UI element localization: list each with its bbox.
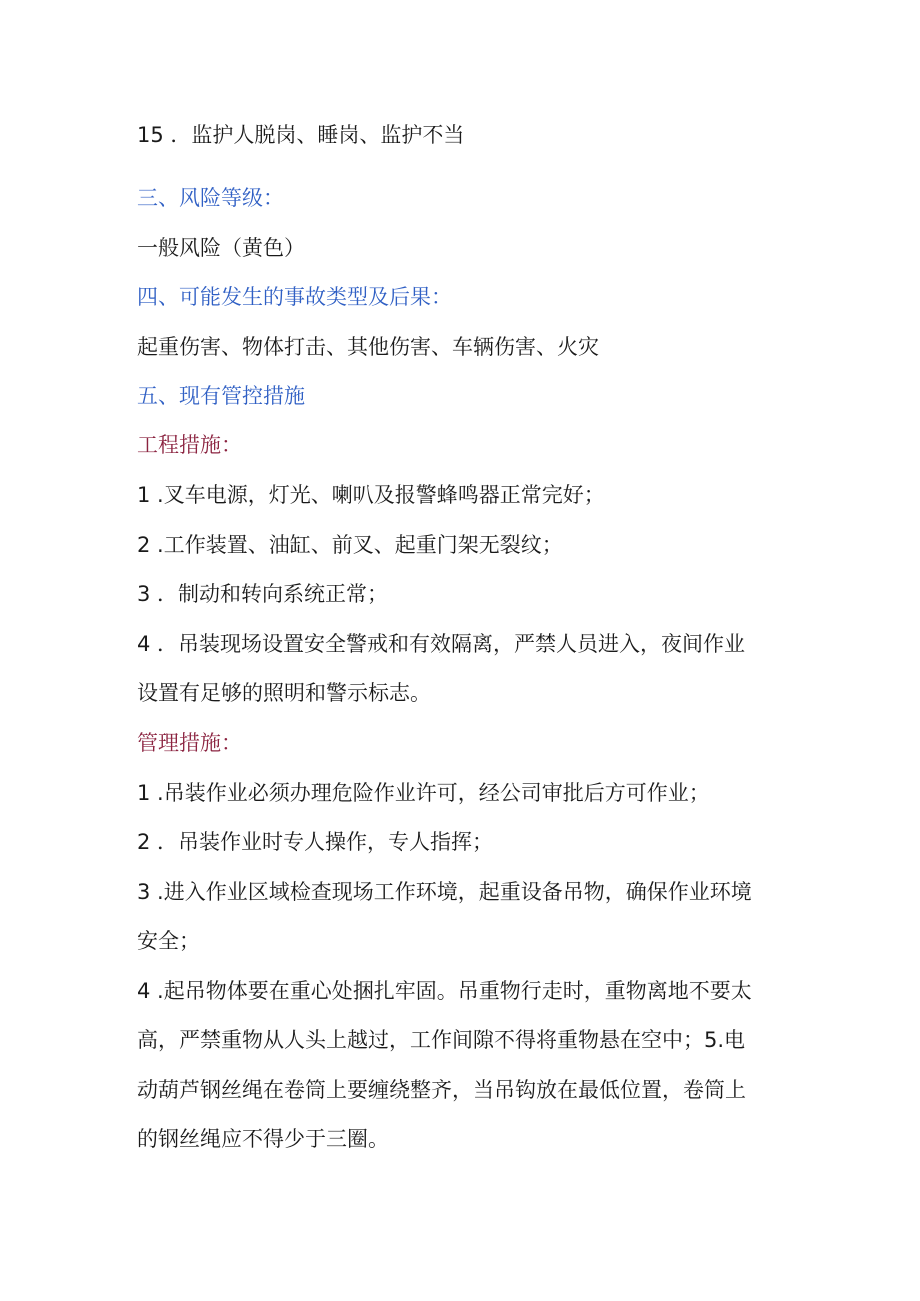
section-heading-risk-level: 三、风险等级：: [137, 186, 284, 210]
management-measure-4: 4 .起吊物体要在重心处捆扎牢固。吊重物行走时，重物离地不要太: [137, 979, 752, 1003]
management-measure-3-continued: 安全；: [137, 929, 200, 953]
management-measure-4-continued-1: 高，严禁重物从人头上越过，工作间隙不得将重物悬在空中；5.电: [137, 1028, 746, 1052]
engineering-measure-3: 3 ．制动和转向系统正常；: [137, 582, 389, 606]
management-measure-2: 2 ．吊装作业时专人操作，专人指挥；: [137, 830, 494, 854]
section-heading-accident-types: 四、可能发生的事故类型及后果：: [137, 285, 452, 309]
risk-level-value: 一般风险（黄色）: [137, 236, 305, 260]
subheading-management-measures: 管理措施：: [137, 731, 242, 755]
engineering-measure-2: 2 .工作装置、油缸、前叉、起重门架无裂纹；: [137, 533, 563, 557]
section-heading-control-measures: 五、现有管控措施: [137, 384, 305, 408]
management-measure-4-continued-3: 的钢丝绳应不得少于三圈。: [137, 1127, 389, 1151]
engineering-measure-1: 1 .叉车电源，灯光、喇叭及报警蜂鸣器正常完好；: [137, 483, 605, 507]
management-measure-1: 1 .吊装作业必须办理危险作业许可，经公司审批后方可作业；: [137, 781, 710, 805]
engineering-measure-4: 4 ．吊装现场设置安全警戒和有效隔离，严禁人员进入，夜间作业: [137, 632, 746, 656]
management-measure-4-continued-2: 动葫芦钢丝绳在卷筒上要缠绕整齐，当吊钩放在最低位置，卷筒上: [137, 1078, 746, 1102]
management-measure-3: 3 .进入作业区域检查现场工作环境，起重设备吊物，确保作业环境: [137, 880, 752, 904]
accident-types-value: 起重伤害、物体打击、其他伤害、车辆伤害、火灾: [137, 335, 599, 359]
subheading-engineering-measures: 工程措施：: [137, 433, 242, 457]
engineering-measure-4-continued: 设置有足够的照明和警示标志。: [137, 681, 431, 705]
hazard-item-15: 15 ．监护人脱岗、睡岗、监护不当: [137, 123, 465, 147]
